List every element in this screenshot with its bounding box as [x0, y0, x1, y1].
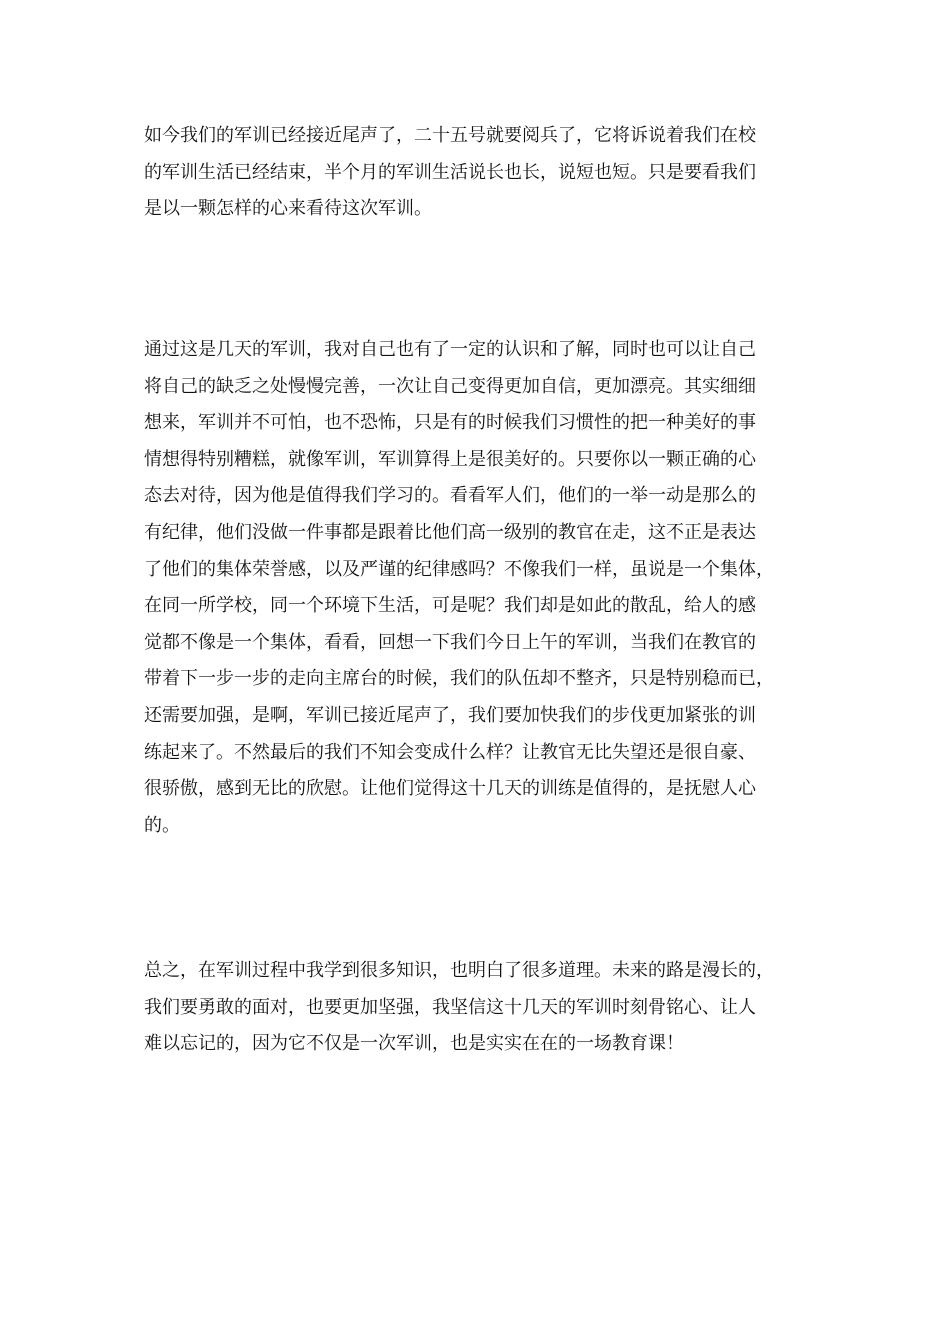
- text-line: 带着下一步一步的走向主席台的时候，我们的队伍却不整齐，只是特别稳而已，: [144, 668, 774, 690]
- text-line: 的。: [144, 814, 180, 836]
- text-line: 态去对待，因为他是值得我们学习的。看看军人们，他们的一举一动是那么的: [144, 485, 756, 507]
- paragraph-conclusion: [144, 953, 824, 1063]
- text-line: 通过这是几天的军训，我对自己也有了一定的认识和了解，同时也可以让自己: [144, 339, 756, 360]
- text-line: 觉都不像是一个集体，看看，回想一下我们今日上午的军训，当我们在教官的: [144, 631, 756, 653]
- text-line: 是以一颗怎样的心来看待这次军训。: [144, 198, 432, 220]
- text-line: 有纪律，他们没做一件事都是跟着比他们高一级别的教官在走，这不正是表达: [144, 521, 756, 543]
- text-line: 想来，军训并不可怕，也不恐怖，只是有的时候我们习惯性的把一种美好的事: [144, 412, 756, 434]
- text-line: 我们要勇敢的面对，也要更加坚强，我坚信这十几天的军训时刻骨铭心、让人: [144, 996, 756, 1018]
- paragraph-body: [144, 332, 824, 844]
- text-line: 在同一所学校，同一个环境下生活，可是呢？我们却是如此的散乱，给人的感: [144, 595, 756, 617]
- text-line: 的军训生活已经结束，半个月的军训生活说长也长，说短也短。只是要看我们: [144, 161, 756, 183]
- text-line: 将自己的缺乏之处慢慢完善，一次让自己变得更加自信，更加漂亮。其实细细: [144, 375, 756, 397]
- text-line: 还需要加强，是啊，军训已接近尾声了，我们要加快我们的步伐更加紧张的训: [144, 704, 756, 726]
- paragraph-intro: [144, 118, 824, 228]
- text-line: 总之，在军训过程中我学到很多知识，也明白了很多道理。未来的路是漫长的，: [144, 960, 774, 981]
- text-line: 很骄傲，感到无比的欣慰。让他们觉得这十几天的训练是值得的，是抚慰人心: [144, 778, 756, 800]
- text-line: 如今我们的军训已经接近尾声了，二十五号就要阅兵了，它将诉说着我们在校: [144, 125, 756, 146]
- text-line: 练起来了。不然最后的我们不知会变成什么样？让教官无比失望还是很自豪、: [144, 741, 756, 763]
- text-line: 难以忘记的，因为它不仅是一次军训，也是实实在在的一场教育课！: [144, 1033, 684, 1055]
- text-line: 了他们的集体荣誉感，以及严谨的纪律感吗？不像我们一样，虽说是一个集体，: [144, 558, 774, 580]
- text-line: 情想得特别糟糕，就像军训，军训算得上是很美好的。只要你以一颗正确的心: [144, 448, 756, 470]
